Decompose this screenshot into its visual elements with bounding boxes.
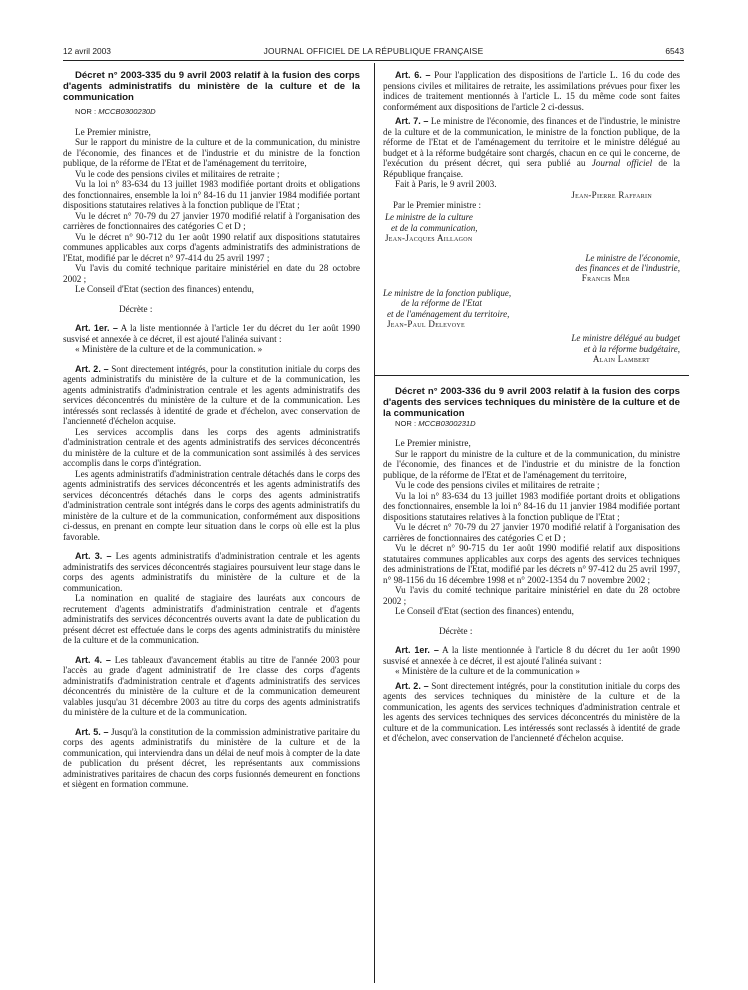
decree1-fait: Fait à Paris, le 9 avril 2003. xyxy=(395,179,497,189)
decree1-article-7: Art. 7. – Le ministre de l'économie, des finances et de l'industrie, le ministre de la culture et de la communication, le ministre de la fonction publique, de la réforme de l'Etat et de l'aménagement du territoire et le ministre délégué au budget et à la réforme budgétaire sont chargés, chacun en ce qui le concerne, de l'exécution du présent décret, qui sera publié au Journal officiel de la République française. xyxy=(383,116,681,179)
decree1-article-4: Art. 4. – Les tableaux d'avancement établis au titre de l'année 2003 pour l'accès au grade d'agent administratif de 1re classe des corps d'agents administratifs d'administration centrale et d'agents administratifs des services déconcentrés du ministère de la culture et de la communication demeurent valables jusqu'au 31 décembre 2003 au titre du corps des agents administratifs du ministère de la culture et de la communication. xyxy=(63,654,360,717)
par-premier-ministre: Par le Premier ministre : xyxy=(393,199,481,210)
decree1-article-5: Art. 5. – Jusqu'à la constitution de la commission administrative paritaire du corps des agents administratifs du ministère de la culture et de la communication, qui interviendra dans un délai de neuf mois à compter de la date de publication du présent décret, les représentants aux commissions administratives paritaires de chacun des corps fusionnés demeurent en fonctions et siègent en formation commune. xyxy=(63,726,360,789)
decree2-visa-1: Vu le code des pensions civiles et militaires de retraite ; xyxy=(395,480,600,491)
decree2-nor: NOR : MCCB0300231D xyxy=(395,418,476,428)
decree1-article-3-p2: La nomination en qualité de stagiaire des lauréats aux concours de recrutement d'agents administratifs d'administration centrale et d'agents administratifs des services déconcentrés ouverts avant la date de publication du présent décret est effectuée dans le corps des agents administratifs du ministère de la culture et de la communication. xyxy=(63,593,360,645)
column-divider xyxy=(374,63,375,983)
decree1-preamble-report: Sur le rapport du ministre de la culture et de la communication, du ministre de l'économie, des finances et de l'industrie et du ministre de la fonction publique, de la réforme de l'Etat et de l'aménagement du territoire, xyxy=(63,137,360,168)
decree1-article-3: Art. 3. – Les agents administratifs d'administration centrale et les agents administratifs des services déconcentrés stagiaires poursuivent leur stage dans le corps des agents administratifs du ministère de la culture et de la communication. xyxy=(63,551,360,593)
signature-budget: Le ministre délégué au budget et à la réforme budgétaire, Alain Lambert xyxy=(571,333,680,365)
decree2-nor-code: MCCB0300231D xyxy=(418,418,476,428)
decree1-visa-3: Vu le décret n° 70-79 du 27 janvier 1970 modifié relatif à l'organisation des carrières de fonctionnaires des catégories C et D ; xyxy=(63,210,360,231)
signature-economie: Le ministre de l'économie, des finances et de l'industrie, Francis Mer xyxy=(575,252,680,284)
decree1-title: Décret n° 2003-335 du 9 avril 2003 relatif à la fusion des corps d'agents administratifs du ministère de la culture et de la communication xyxy=(63,70,360,103)
signature-culture: Le ministre de la culture et de la communication, Jean-Jacques Aillagon xyxy=(385,212,478,244)
decree1-visa-1: Vu le code des pensions civiles et militaires de retraite ; xyxy=(75,168,280,179)
decree1-preamble-pm: Le Premier ministre, xyxy=(75,126,151,137)
decree2-preamble-pm: Le Premier ministre, xyxy=(395,438,471,449)
header-date: 12 avril 2003 xyxy=(63,46,111,56)
decree1-visa-4: Vu le décret n° 90-712 du 1er août 1990 relatif aux dispositions statutaires communes applicables aux corps d'agents administratifs des administrations de l'Etat, modifié par le décret n° 97-414 du 25 avril 1997 ; xyxy=(63,231,360,263)
decree-separator xyxy=(374,375,689,376)
decree2-visa-5: Vu l'avis du comité technique paritaire ministériel en date du 28 octobre 2002 ; xyxy=(383,585,680,606)
decree2-article-1-quote: « Ministère de la culture et de la communication » xyxy=(395,666,580,677)
header-journal-title: JOURNAL OFFICIEL DE LA RÉPUBLIQUE FRANÇAISE xyxy=(263,46,484,56)
decree1-visa-2: Vu la loi n° 83-634 du 13 juillet 1983 modifiée portant droits et obligations des fonctionnaires, ensemble la loi n° 84-16 du 11 janvier 1984 modifiée portant dispositions statutaires relatives à la fonction publique de l'Etat ; xyxy=(63,179,360,210)
decree1-article-2-p2: Les services accomplis dans les corps des agents administratifs d'administration centrale et des agents administratifs des services déconcentrés du ministère de la culture et de la communication sont assimilés à des services accomplis dans le corps d'intégration. xyxy=(63,426,360,468)
left-column xyxy=(63,70,360,790)
decree1-decrete: Décrète : xyxy=(119,303,153,314)
decree2-title: Décret n° 2003-336 du 9 avril 2003 relatif à la fusion des corps d'agents des services techniques du ministère de la culture et de la communication xyxy=(383,385,680,419)
decree2-preamble-report: Sur le rapport du ministre de la culture et de la communication, du ministre de l'économie, des finances et de l'industrie et du ministre de la fonction publique, de la réforme de l'Etat et de l'aménagement du territoire, xyxy=(383,448,680,480)
decree2-article-2: Art. 2. – Sont directement intégrés, pour la constitution initiale du corps des agents des services techniques du ministère de la culture et de la communication, les agents des services techniques d'administration centrale et les agents des services techniques des services déconcentrés du ministère de la culture et de la communication. Les intéressés sont reclassés à identité de grade et d'échelon, avec conservation de l'ancienneté d'échelon acquise. xyxy=(383,680,681,744)
header-rule xyxy=(63,60,684,61)
decree1-article-1-quote: « Ministère de la culture et de la communication. » xyxy=(75,344,263,354)
decree2-visa-3: Vu le décret n° 70-79 du 27 janvier 1970 modifié relatif à l'organisation des carrières de fonctionnaires des catégories C et D ; xyxy=(383,522,680,543)
decree1-visa-5: Vu l'avis du comité technique paritaire ministériel en date du 28 octobre 2002 ; xyxy=(63,263,360,284)
decree1-article-1: Art. 1er. – A la liste mentionnée à l'article 1er du décret du 1er août 1990 susvisé et annexée à ce décret, il est ajouté l'alinéa suivant : xyxy=(63,323,360,344)
decree1-article-2-p3: Les agents administratifs d'administration centrale détachés dans le corps des agents administratifs des services déconcentrés et les agents administratifs des services déconcentrés détachés dans le corps des agents administratifs d'administration centrale sont intégrés dans le corps des agents administratifs du ministère de la culture et de la communication, conformément aux dispositions ci-dessus, en prenant en compte leur situation dans le corps où elle est la plus favorable. xyxy=(63,468,360,542)
decree1-nor-code: MCCB0300230D xyxy=(98,107,156,116)
right-column xyxy=(383,70,680,744)
decree1-visa-6: Le Conseil d'Etat (section des finances) entendu, xyxy=(75,284,254,294)
decree2-visa-4: Vu le décret n° 90-715 du 1er août 1990 modifié relatif aux dispositions statutaires communes applicables aux corps des agents des services techniques des administrations de l'Etat, modifié par les décrets n° 97-412 du 25 avril 1997, n° 98-1156 du 16 décembre 1998 et n° 2002-1354 du 7 novembre 2002 ; xyxy=(383,543,680,585)
header-page-number: 6543 xyxy=(665,46,684,56)
page-header xyxy=(63,46,684,58)
decree1-article-2: Art. 2. – Sont directement intégrés, pour la constitution initiale du corps des agents administratifs du ministère de la culture et de la communication, les agents administratifs d'administration centrale et les agents administratifs des services déconcentrés du ministère de la culture et de la communication. Les intéressés sont reclassés à identité de grade et d'échelon, avec conservation de l'ancienneté d'échelon acquise. xyxy=(63,363,361,426)
decree1-article-6: Art. 6. – Pour l'application des dispositions de l'article L. 16 du code des pensions civiles et militaires de retraite, les assimilations prévues pour fixer les indices de traitement mentionnés à l'article L. 15 du même code sont faites conformément aux dispositions de l'article 2 ci-dessus. xyxy=(383,70,681,112)
decree1-nor: NOR : MCCB0300230D xyxy=(75,107,156,116)
signature-pm: Jean-Pierre Raffarin xyxy=(571,189,652,200)
signature-fonction-publique: Le ministre de la fonction publique, de la réforme de l'Etat et de l'aménagement du territoire, Jean-Paul Delevoye xyxy=(383,287,512,329)
decree2-decrete: Décrète : xyxy=(439,625,473,636)
decree2-article-1: Art. 1er. – A la liste mentionnée à l'article 8 du décret du 1er août 1990 susvisé et annexée à ce décret, il est ajouté l'alinéa suivant : xyxy=(383,645,680,666)
decree2-visa-6: Le Conseil d'Etat (section des finances) entendu, xyxy=(395,606,574,617)
decree2-visa-2: Vu la loi n° 83-634 du 13 juillet 1983 modifiée portant droits et obligations des fonctionnaires, ensemble la loi n° 84-16 du 11 janvier 1984 modifiée portant dispositions statutaires relatives à la fonction publique de l'Etat ; xyxy=(383,490,680,522)
